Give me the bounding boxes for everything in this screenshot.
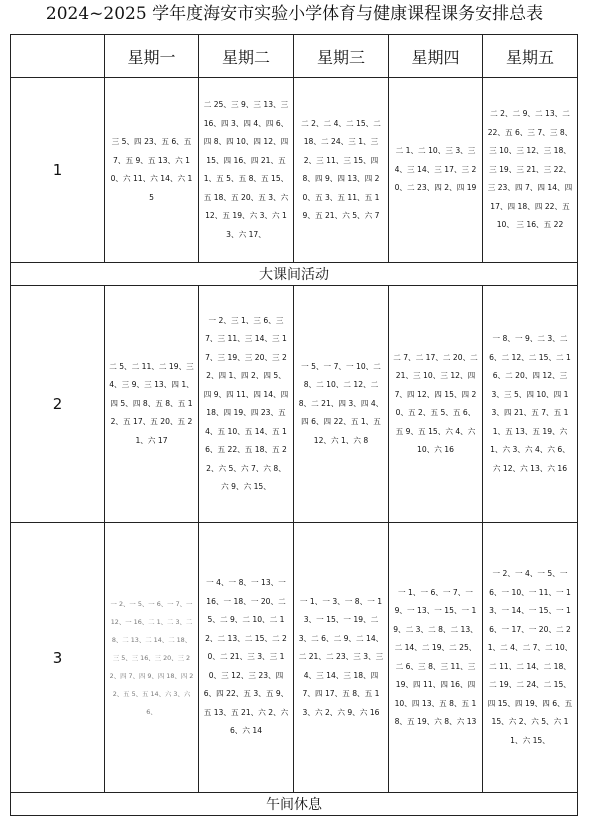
period-label: 1: [11, 78, 105, 263]
corner-cell: [11, 35, 105, 78]
class-list-cell: 一 2、一 5、一 6、一 7、一 12、一 16、二 1、二 3、二 8、二 13、二 14、二 18、三 5、三 16、三 20、三 22、四 7、四 9、四 18、四 22、五 5、五 14、六 3、六 6、: [105, 523, 199, 793]
day-header-fri: 星期五: [483, 35, 578, 78]
break-row-2: [11, 793, 578, 816]
class-list-cell: 一 8、一 9、二 3、二 6、二 12、二 15、二 16、二 20、四 12、三 3、三 5、四 10、四 13、四 21、五 7、五 11、五 13、五 19、六 1、六 3、六 4、六 6、六 12、六 13、六 16: [483, 286, 578, 523]
day-header-tue: 星期二: [199, 35, 294, 78]
break-row-1: [11, 263, 578, 286]
header-row: [11, 35, 578, 78]
class-list-cell: 一 1、一 3、一 8、一 13、一 15、一 19、二 3、二 6、二 9、二 14、二 21、二 23、三 3、三 4、三 14、三 18、四 7、四 17、五 8、五 13、六 2、六 9、六 16: [294, 523, 389, 793]
class-list-cell: 二 7、二 17、二 20、二 21、三 10、三 12、四 7、四 12、四 15、四 20、五 2、五 5、五 6、五 9、五 15、六 4、六 10、六 16: [389, 286, 483, 523]
period-label: 3: [11, 523, 105, 793]
schedule-table: [10, 34, 578, 816]
break-label: 大课间活动: [11, 263, 578, 286]
day-header-wed: 星期三: [294, 35, 389, 78]
class-list-cell: 二 2、二 4、二 15、二 18、二 24、三 1、三 2、三 11、三 15、四 8、四 9、四 13、四 20、五 3、五 11、五 19、五 21、六 5、六 7: [294, 78, 389, 263]
class-list-cell: 一 1、一 6、一 7、一 9、一 13、一 15、一 19、二 3、二 8、二 13、二 14、二 19、二 25、二 6、三 8、三 11、三 19、四 11、四 16、四 10、四 13、五 8、五 18、五 19、六 8、六 13: [389, 523, 483, 793]
class-list-cell: 一 2、一 4、一 5、一 6、一 10、一 11、一 13、一 14、一 15、一 16、一 17、一 20、二 21、二 4、二 7、二 10、二 11、二 14、二 18、二 19、二 24、二 15、四 15、四 19、四 6、五 15、六 2、六 5、六 11、六 15、: [483, 523, 578, 793]
class-list-cell: 二 25、三 9、三 13、三 16、四 3、四 4、四 6、四 8、四 10、四 12、四 15、四 16、四 21、五 1、五 5、五 8、五 15、五 18、五 20、五 3、六 12、五 19、六 3、六 13、六 17、: [199, 78, 294, 263]
page-title: 2024~2025 学年度海安市实验小学体育与健康课程课务安排总表: [45, 4, 544, 24]
period-row-3: [11, 523, 578, 793]
period-row-2: [11, 286, 578, 523]
day-header-mon: 星期一: [105, 35, 199, 78]
break-label: 午间休息: [11, 793, 578, 816]
class-list-cell: 一 2、三 1、三 6、三 7、三 11、三 14、三 17、三 19、三 20、三 22、四 1、四 2、四 5、四 9、四 11、四 14、四 18、四 19、四 23、五 4、五 10、五 14、五 16、五 22、五 18、五 22、六 5、六 7、六 8、六 9、六 15、: [199, 286, 294, 523]
class-list-cell: 三 5、四 23、五 6、五 7、五 9、五 13、六 10、六 11、六 14、六 15: [105, 78, 199, 263]
class-list-cell: 二 1、二 10、三 3、三 4、三 14、三 17、三 20、二 23、四 2、四 19: [389, 78, 483, 263]
period-label: 2: [11, 286, 105, 523]
class-list-cell: 一 4、一 8、一 13、一 16、一 18、一 20、二 5、二 9、二 10、二 12、二 13、二 15、二 20、二 21、三 3、三 10、三 12、三 23、四 6、四 22、五 3、五 9、五 13、五 21、六 2、六 6、六 14: [199, 523, 294, 793]
class-list-cell: 一 5、一 7、一 10、二 8、二 10、二 12、二 8、二 21、四 3、四 4、四 6、四 22、五 1、五 12、六 1、六 8: [294, 286, 389, 523]
period-row-1: [11, 78, 578, 263]
day-header-thu: 星期四: [389, 35, 483, 78]
class-list-cell: 二 5、二 11、二 19、三 4、三 9、三 13、四 1、四 5、四 8、五 8、五 12、五 17、五 20、五 21、六 17: [105, 286, 199, 523]
class-list-cell: 二 2、二 9、二 13、二 22、五 6、三 7、三 8、三 10、三 12、三 18、三 19、三 21、三 22、三 23、四 7、四 14、四 17、四 18、四 22、五 10、 三 16、五 22: [483, 78, 578, 263]
